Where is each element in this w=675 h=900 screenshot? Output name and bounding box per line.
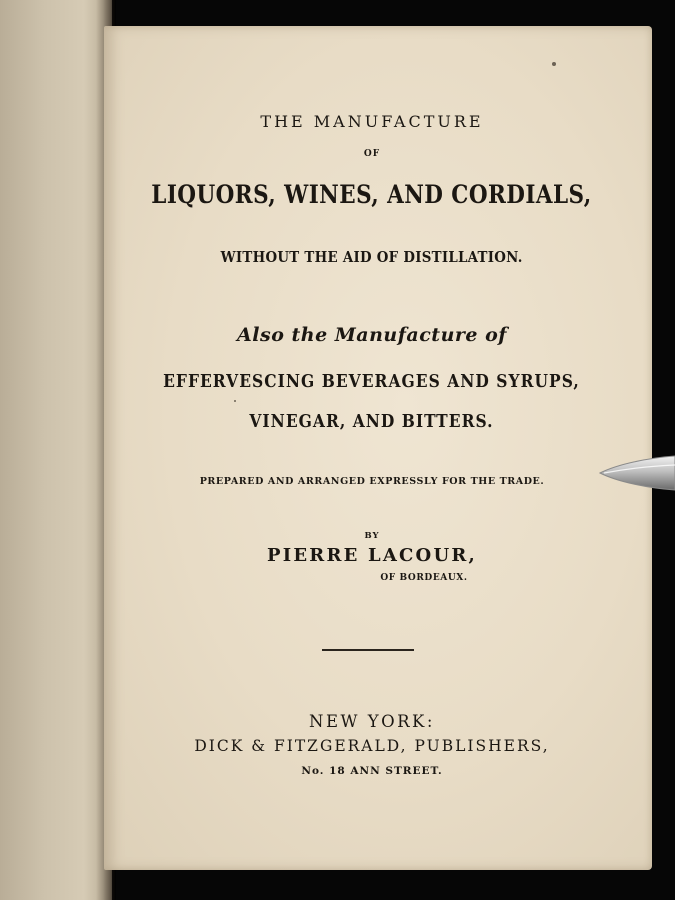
imprint-publisher: DICK & FITZGERALD, PUBLISHERS,: [194, 737, 550, 755]
of-line: OF: [363, 149, 381, 159]
also-line: Also the Manufacture of: [237, 324, 507, 346]
by-line: BY: [364, 531, 380, 541]
author-name: PIERRE LACOUR,: [267, 545, 477, 566]
author-origin: OF BORDEAUX.: [380, 573, 468, 583]
main-title: LIQUORS, WINES, AND CORDIALS,: [151, 180, 592, 209]
divider-rule: [322, 649, 414, 651]
beverages-line: EFFERVESCING BEVERAGES AND SYRUPS,: [163, 371, 580, 392]
prepared-line: PREPARED AND ARRANGED EXPRESSLY FOR THE TRADE.: [199, 476, 545, 487]
imprint-city: NEW YORK:: [309, 712, 435, 731]
paper-speck: [234, 400, 236, 402]
pointer-needle-icon: [598, 452, 675, 494]
title-page: [104, 26, 652, 870]
paper-speck: [552, 62, 556, 66]
title-page-content: [104, 26, 652, 870]
vinegar-line: VINEGAR, AND BITTERS.: [249, 411, 494, 432]
title-line: THE MANUFACTURE: [260, 112, 484, 131]
imprint-address: No. 18 ANN STREET.: [301, 765, 443, 777]
subtitle: WITHOUT THE AID OF DISTILLATION.: [220, 249, 523, 266]
